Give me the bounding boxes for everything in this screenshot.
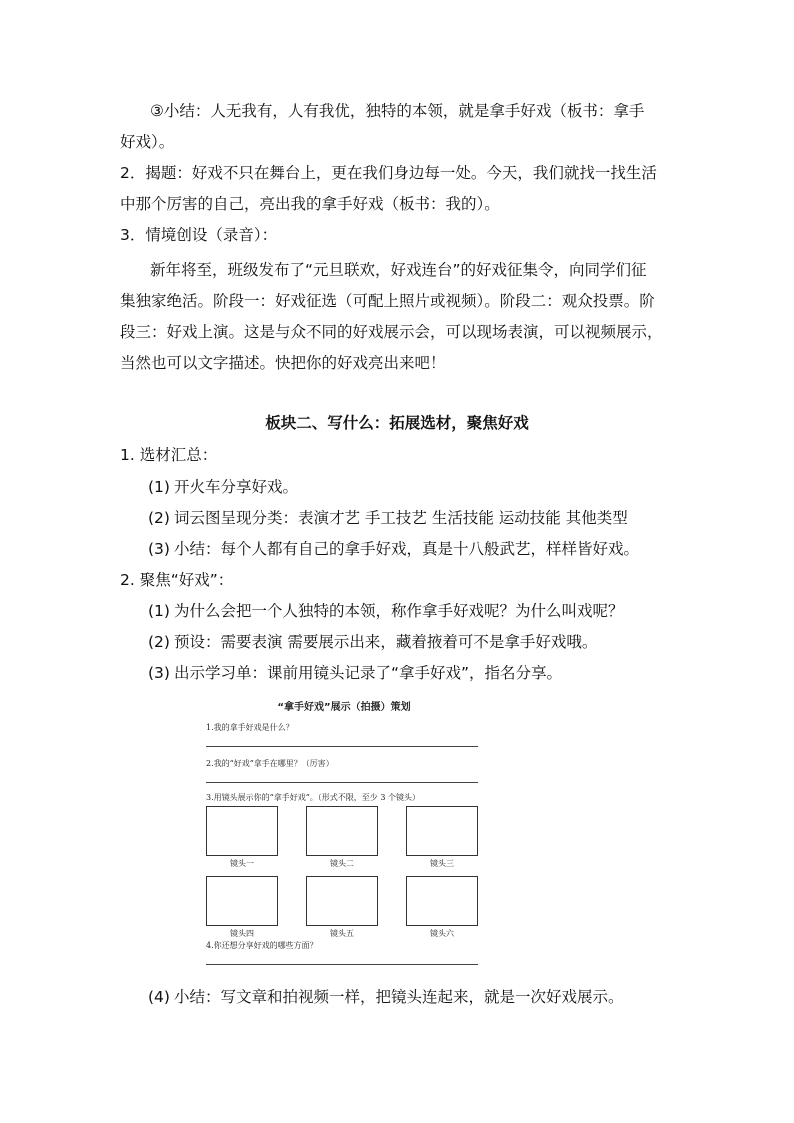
list2-item-3-number: (3) [148, 664, 170, 682]
list2-item-1 [148, 596, 624, 627]
list1-item-2-number: (2) [148, 509, 170, 527]
scene-paragraph-line1: 新年将至，班级发布了“元旦联欢，好戏连台”的好戏征集令，向同学们征 [150, 261, 647, 279]
shot-frame-3 [406, 806, 478, 856]
summary-paragraph-line2: 好戏）。 [120, 133, 175, 151]
list1-item-1-text: 开火车分享好戏。 [174, 478, 299, 496]
list2-item-4-text: 小结：写文章和拍视频一样，把镜头连起来，就是一次好戏展示。 [174, 988, 624, 1006]
reveal-paragraph-line1: 2．揭题：好戏不只在舞台上，更在我们身边每一处。今天，我们就找一找生活 [120, 164, 657, 182]
shot-label-3: 镜头三 [430, 859, 454, 868]
list2-item-1-text: 为什么会把一个人独特的本领，称作拿手好戏呢？为什么叫戏呢？ [174, 602, 624, 620]
worksheet-question-1: 1.我的拿手好戏是什么？ [206, 723, 294, 732]
list2-item-1-number: (1) [148, 602, 170, 620]
shot-label-6: 镜头六 [430, 929, 454, 938]
list1-item-2 [148, 503, 628, 534]
section-heading: 板块二、写什么：拓展选材，聚焦好戏 [265, 414, 529, 432]
worksheet-question-4: 4.你还想分享好戏的哪些方面？ [206, 941, 318, 950]
worksheet-answer-line-2 [206, 782, 478, 783]
shot-label-2: 镜头二 [330, 859, 354, 868]
shot-frame-1 [206, 806, 278, 856]
list1-item-3-text: 小结：每个人都有自己的拿手好戏，真是十八般武艺，样样皆好戏。 [174, 540, 640, 558]
shot-frame-2 [306, 806, 378, 856]
shot-label-4: 镜头四 [230, 929, 254, 938]
list2-item-2 [148, 627, 597, 658]
scene-paragraph-line3: 段三：好戏上演。这是与众不同的好戏展示会，可以现场表演，可以视频展示， [120, 323, 663, 341]
list2-item-2-number: (2) [148, 633, 170, 651]
list2-item-4-number: (4) [148, 988, 170, 1006]
list2-item-3-text: 出示学习单：课前用镜头记录了“拿手好戏”，指名分享。 [174, 664, 563, 682]
shot-frame-5 [306, 876, 378, 926]
list1-item-2-text: 词云图呈现分类：表演才艺 手工技艺 生活技能 运动技能 其他类型 [174, 509, 628, 527]
shot-label-1: 镜头一 [230, 859, 254, 868]
list1-item-3 [148, 534, 639, 565]
reveal-paragraph-line2: 中那个厉害的自己，亮出我的拿手好戏（板书：我的）。 [120, 195, 500, 213]
list1-item-1-number: (1) [148, 478, 170, 496]
scene-title: 3．情境创设（录音）： [120, 226, 278, 244]
shot-frame-4 [206, 876, 278, 926]
scene-paragraph-line4: 当然也可以文字描述。快把你的好戏亮出来吧！ [120, 354, 446, 372]
list2-item-2-text: 预设：需要表演 需要展示出来，藏着掖着可不是拿手好戏哦。 [174, 633, 598, 651]
shot-label-5: 镜头五 [330, 929, 354, 938]
list1-title: 1. 选材汇总： [120, 446, 218, 464]
summary-paragraph-line1: ③小结：人无我有，人有我优，独特的本领，就是拿手好戏（板书：拿手 [150, 102, 645, 120]
worksheet-answer-line-4 [206, 964, 478, 965]
list2-item-4 [148, 982, 624, 1013]
list2-title: 2. 聚焦“好戏”： [120, 571, 234, 589]
worksheet-answer-line-1 [206, 746, 478, 747]
scene-paragraph-line2: 集独家绝活。阶段一：好戏征选（可配上照片或视频）。阶段二：观众投票。阶 [120, 292, 655, 310]
worksheet-figure [204, 694, 484, 972]
list2-item-3 [148, 658, 562, 689]
worksheet-title: “拿手好戏”展示（拍摄）策划 [277, 702, 411, 713]
worksheet-question-3: 3.用镜头展示你的“拿手好戏”。（形式不限，至少 3 个镜头） [206, 793, 420, 802]
worksheet-question-2: 2.我的“好戏”拿手在哪里？（厉害） [206, 759, 334, 768]
shot-frame-6 [406, 876, 478, 926]
list1-item-1 [148, 472, 298, 503]
list1-item-3-number: (3) [148, 540, 170, 558]
